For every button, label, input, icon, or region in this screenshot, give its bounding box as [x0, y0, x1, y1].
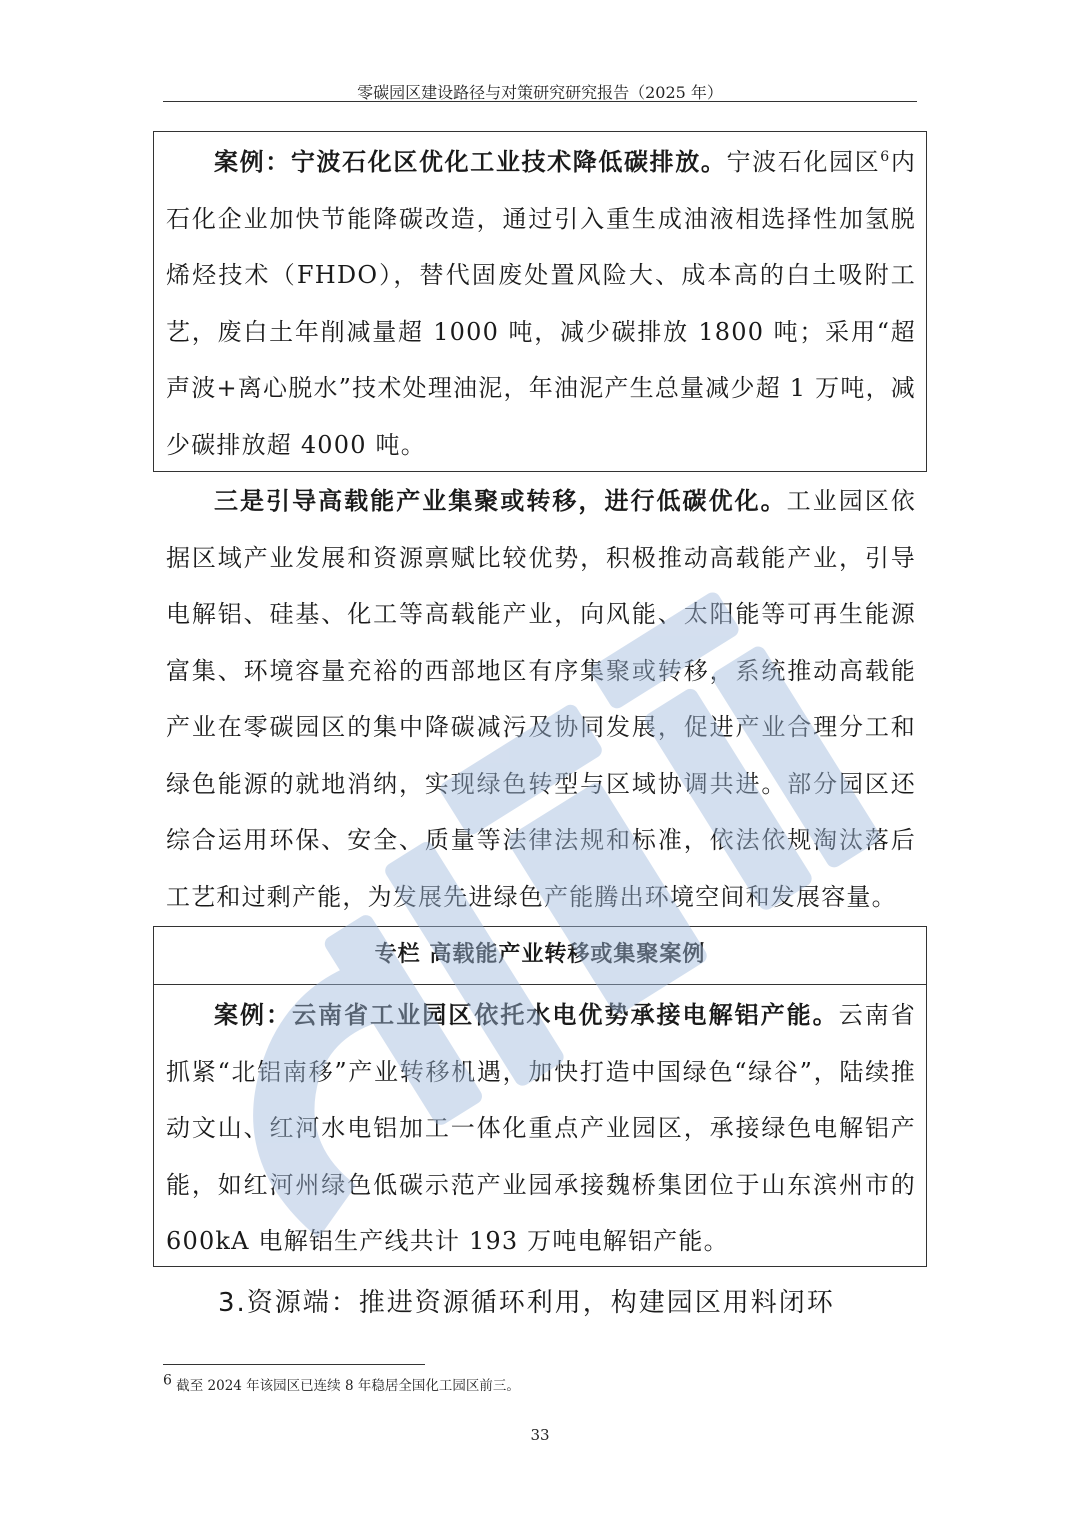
case-yunnan-paragraph [166, 987, 916, 1270]
footnote-text: 截至 2024 年该园区已连续 8 年稳居全国化工园区前三。 [176, 1378, 520, 1394]
footnote-divider [163, 1364, 425, 1365]
footnote-marker: 6 [163, 1372, 172, 1389]
case-ningbo-text-a: 宁波石化园区 [726, 148, 881, 176]
case-ningbo-text-b: 内石化企业加快节能降碳改造，通过引入重生成油液相选择性加氢脱烯烃技术（FHDO），替代固废处置风险大、成本高的白土吸附工艺，废白土年削减量超 1000 吨，减少碳排放 1800 吨；采用“超声波+离心脱水”技术处理油泥，年油泥产生总量减少超 1 万吨，减少碳排放超 4000 吨。 [166, 148, 917, 459]
body-paragraph-lead: 三是引导高载能产业集聚或转移，进行低碳优化。 [214, 487, 787, 515]
section-heading: 3.资源端：推进资源循环利用，构建园区用料闭环 [218, 1288, 835, 1318]
footnote-ref[interactable]: 6 [880, 149, 891, 165]
body-paragraph-high-energy [166, 473, 916, 925]
body-paragraph-text: 工业园区依据区域产业发展和资源禀赋比较优势，积极推动高载能产业，引导电解铝、硅基、化工等高载能产业，向风能、太阳能等可再生能源富集、环境容量充裕的西部地区有序集聚或转移，系统推动高载能产业在零碳园区的集中降碳减污及协同发展，促进产业合理分工和绿色能源的就地消纳，实现绿色转型与区域协调共进。部分园区还综合运用环保、安全、质量等法律法规和标准，依法依规淘汰落后工艺和过剩产能，为发展先进绿色产能腾出环境空间和发展容量。 [166, 487, 916, 911]
running-header: 零碳园区建设路径与对策研究研究报告（2025 年） [357, 83, 723, 102]
footnote [163, 1374, 520, 1394]
page-number: 33 [530, 1426, 550, 1444]
case-yunnan-lead: 案例：云南省工业园区依托水电优势承接电解铝产能。 [214, 1001, 839, 1029]
case-ningbo-paragraph [166, 134, 916, 473]
case-yunnan-text: 云南省抓紧“北铝南移”产业转移机遇，加快打造中国绿色“绿谷”，陆续推动文山、红河水电铝加工一体化重点产业园区，承接绿色电解铝产能，如红河州绿色低碳示范产业园承接魏桥集团位于山东滨州市的 600kA 电解铝生产线共计 193 万吨电解铝产能。 [166, 1001, 916, 1255]
header-divider [163, 101, 917, 102]
case-ningbo-lead: 案例：宁波石化区优化工业技术降低碳排放。 [214, 148, 727, 176]
column-title: 专栏 高载能产业转移或集聚案例 [154, 927, 926, 985]
